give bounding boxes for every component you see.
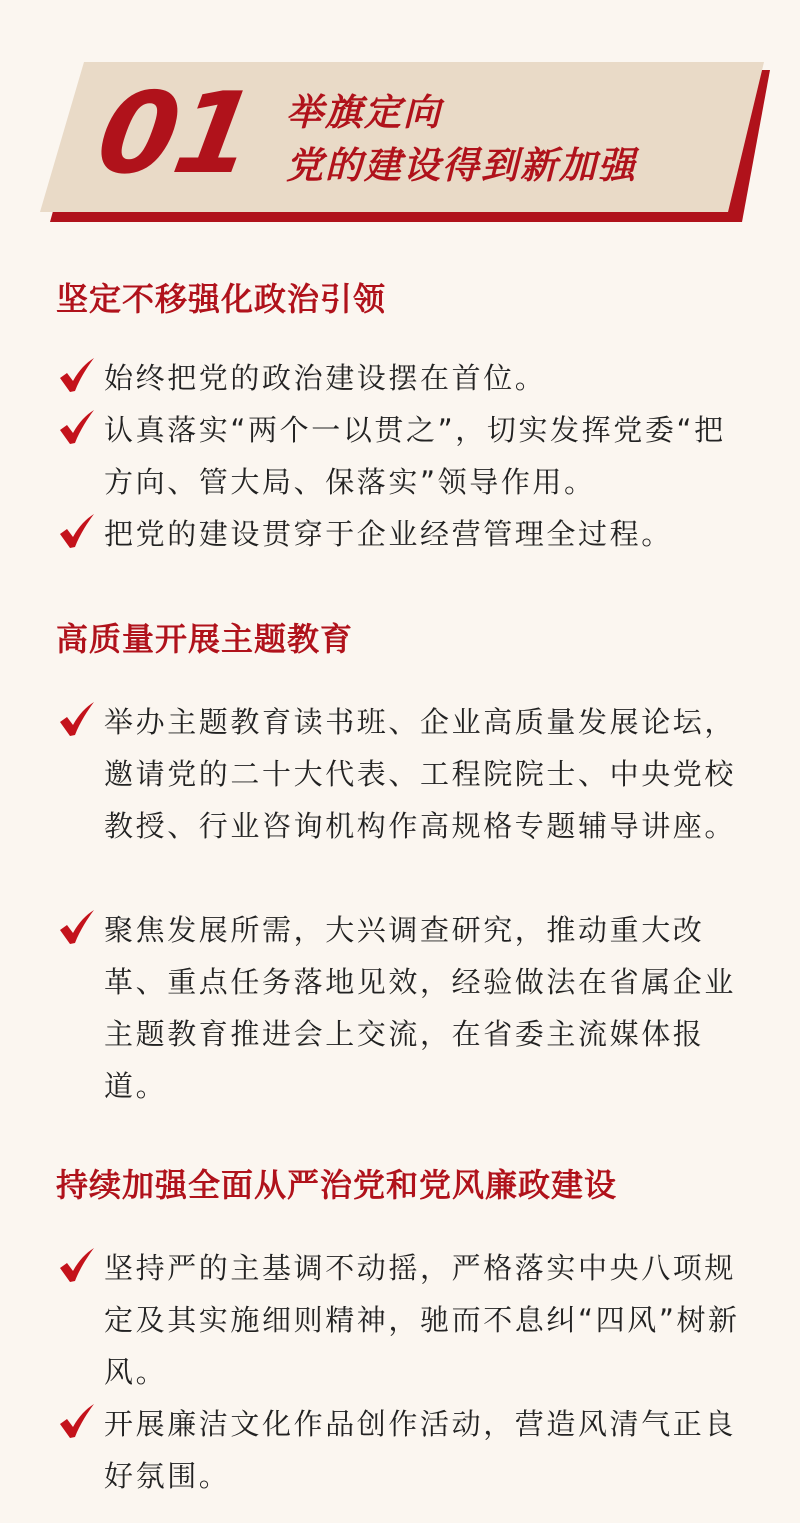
section-title: 高质量开展主题教育 bbox=[56, 620, 354, 658]
list-item-text: 始终把党的政治建设摆在首位。 bbox=[104, 361, 547, 395]
checkmark-icon bbox=[56, 1246, 96, 1286]
section-title: 坚定不移强化政治引领 bbox=[56, 280, 387, 318]
checkmark-icon bbox=[56, 512, 96, 552]
banner-title-line1: 举旗定向 bbox=[286, 91, 442, 134]
section-title: 持续加强全面从严治党和党风廉政建设 bbox=[56, 1166, 618, 1204]
list-item-text: 认真落实“两个一以贯之”，切实发挥党委“把方向、管大局、保落实”领导作用。 bbox=[104, 413, 726, 499]
checkmark-icon bbox=[56, 356, 96, 396]
checkmark-icon bbox=[56, 908, 96, 948]
list-item-text: 举办主题教育读书班、企业高质量发展论坛，邀请党的二十大代表、工程院院士、中央党校教授、行业咨询机构作高规格专题辅导讲座。 bbox=[104, 705, 737, 843]
banner-title-line2: 党的建设得到新加强 bbox=[286, 144, 637, 187]
checkmark-icon bbox=[56, 1402, 96, 1442]
list-item-text: 坚持严的主基调不动摇，严格落实中央八项规定及其实施细则精神，驰而不息纠“四风”树新风。 bbox=[104, 1251, 740, 1389]
list-item-text: 把党的建设贯穿于企业经营管理全过程。 bbox=[104, 517, 673, 551]
list-item-text: 聚焦发展所需，大兴调查研究，推动重大改革、重点任务落地见效，经验做法在省属企业主题教育推进会上交流，在省委主流媒体报道。 bbox=[104, 913, 737, 1103]
list-item-text: 开展廉洁文化作品创作活动，营造风清气正良好氛围。 bbox=[104, 1407, 737, 1493]
header-banner bbox=[0, 0, 800, 240]
checkmark-icon bbox=[56, 408, 96, 448]
checkmark-icon bbox=[56, 700, 96, 740]
chapter-number: 01 bbox=[88, 69, 264, 199]
